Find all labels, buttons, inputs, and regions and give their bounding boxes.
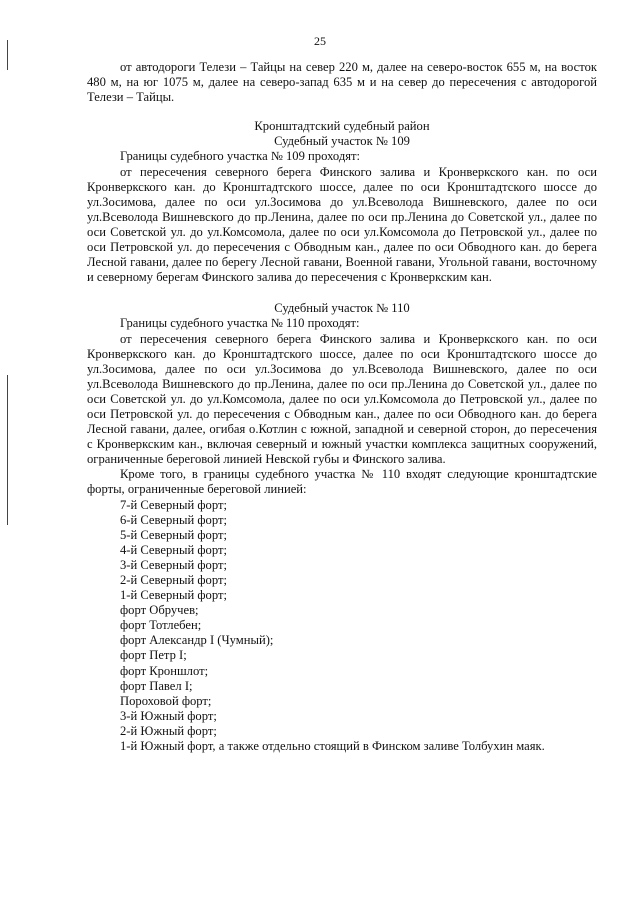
section-110-lead: Границы судебного участка № 110 проходят: [120,316,360,331]
list-item: форт Александр I (Чумный); [120,633,274,648]
list-item: 1-й Северный форт; [120,588,227,603]
district-title: Кронштадтский судебный район [254,119,430,134]
section-110-text: от пересечения северного берега Финского залива и Кронверкского кан. по оси Кронверкского кан. до Кронштадтского шоссе, далее по оси Кронштадтского шоссе до ул.Зосимова, далее по оси ул.Зосимова до ул.Всеволода Вишневского, далее по оси ул.Всеволода Вишневского до пр.Ленина, далее по оси пр.Ленина до Советской ул., далее по оси Советской ул. до ул.Комсомола, далее по оси ул.Комсомола до Петровской ул., далее по оси Петровской ул. до пересечения с Обводным кан., далее по оси Обводного кан. до берега Лесной гавани, далее, огибая о.Котлин с южной, западной и северной сторон, до пересечения с Кронверкским кан., включая северный и южный участки комплекса защитных сооружений, ограниченные береговой линией Невской губы и Финского залива. [87,331,597,467]
section-109-text: от пересечения северного берега Финского залива и Кронверкского кан. по оси Кронверкского кан. до Кронштадтского шоссе, далее по оси Кронштадтского шоссе до ул.Зосимова, далее по оси ул.Зосимова до ул.Всеволода Вишневского, далее по оси ул.Всеволода Вишневского до пр.Ленина, далее по оси пр.Ленина до Советской ул., далее по оси Советской ул. до ул.Комсомола, далее по оси ул.Комсомола до Петровской ул., далее по оси Петровской ул. до пересечения с Обводным кан., далее по оси Обводного кан. до берега Лесной гавани, далее по берегу Лесной гавани, Военной гавани, Угольной гавани, восточному и северному берегам Финского залива до пересечения с Кронверкским кан. [87,164,597,285]
list-item: 5-й Северный форт; [120,527,227,542]
document-body [87,60,597,754]
intro-paragraph: от автодороги Телези – Тайцы на север 220 м, далее на северо-восток 655 м, на восток 480 м, на юг 1075 м, далее на северо-запад 635 м и на север до пересечения с автодорогой Телези – Тайцы. [87,60,597,105]
list-item: форт Кроншлот; [120,663,209,678]
list-item: Пороховой форт; [120,693,212,708]
list-item: 6-й Северный форт; [120,512,227,527]
section-109-lead: Границы судебного участка № 109 проходят: [120,149,361,164]
margin-mark [7,375,8,525]
list-item: 4-й Северный форт; [120,542,227,557]
list-item: форт Павел I; [120,678,193,693]
section-109-title: Судебный участок № 109 [274,134,410,149]
page-number: 25 [314,34,326,48]
forts-list [87,498,597,755]
section-110-title: Судебный участок № 110 [274,301,410,316]
list-item: 2-й Южный форт; [120,723,217,738]
list-item: форт Обручев; [120,603,199,618]
list-item: форт Тотлебен; [120,618,202,633]
list-item: 3-й Южный форт; [120,708,217,723]
forts-lead: Кроме того, в границы судебного участка № 110 входят следующие кронштадтские форты, ограниченные береговой линией: [87,467,597,497]
list-item: 7-й Северный форт; [120,497,227,512]
list-item: 2-й Северный форт; [120,573,227,587]
list-item: форт Петр I; [120,648,187,663]
list-item: 3-й Северный форт; [120,557,227,572]
list-item: 1-й Южный форт, а также отдельно стоящий в Финском заливе Толбухин маяк. [120,739,545,754]
